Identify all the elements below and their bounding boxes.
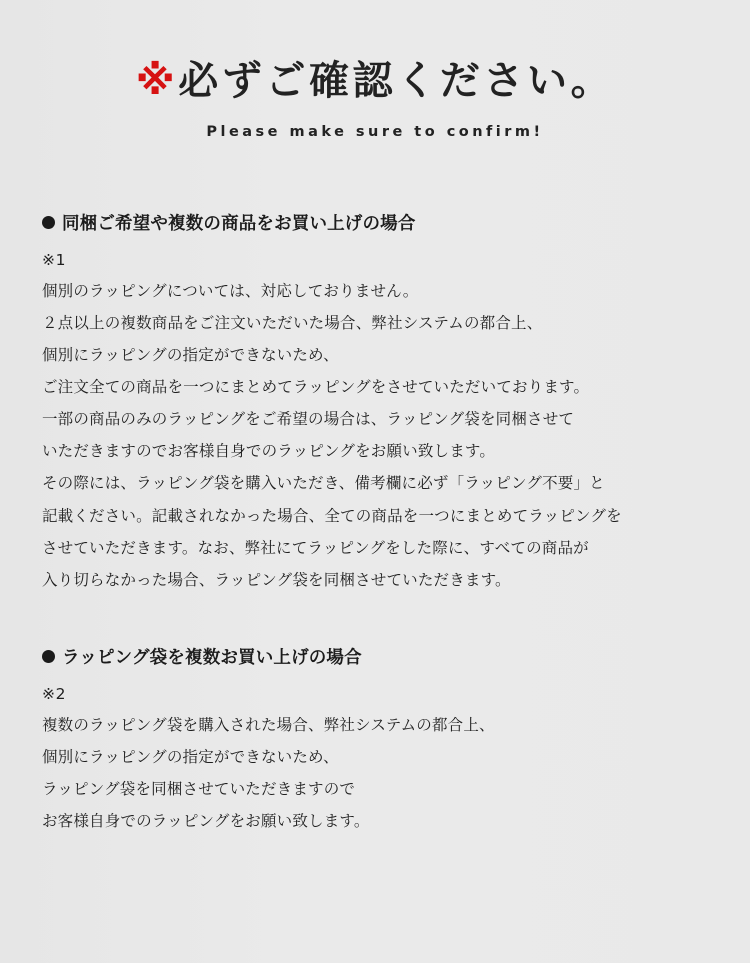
body-line: 記載ください。記載されなかった場合、全ての商品を一つにまとめてラッピングを (42, 506, 622, 525)
filled-circle-icon (42, 216, 55, 229)
page-header (24, 0, 726, 140)
page-title-text: 必ずご確認ください。 (178, 58, 615, 104)
section-bundled-orders (42, 210, 716, 596)
body-line: 入り切らなかった場合、ラッピング袋を同梱させていただきます。 (42, 570, 511, 589)
section-heading-label: ラッピング袋を複数お買い上げの場合 (62, 647, 362, 668)
body-line: 個別にラッピングの指定ができないため、 (42, 346, 339, 365)
body-line: ラッピング袋を同梱させていただきますので (42, 779, 356, 798)
page-title (24, 56, 726, 106)
body-line: させていただきます。なお、弊社にてラッピングをした際に、すべての商品が (42, 538, 589, 557)
body-line: 個別にラッピングの指定ができないため、 (42, 747, 339, 766)
page-subtitle: Please make sure to confirm! (206, 124, 544, 140)
body-line: いただきますのでお客様自身でのラッピングをお願い致します。 (42, 442, 496, 461)
section-body (42, 275, 716, 596)
filled-circle-icon (42, 650, 55, 663)
notice-content (24, 210, 726, 837)
body-line: 個別のラッピングについては、対応しておりません。 (42, 282, 419, 300)
body-line: ２点以上の複数商品をご注文いただいた場合、弊社システムの都合上、 (42, 314, 543, 333)
body-line: 一部の商品のみのラッピングをご希望の場合は、ラッピング袋を同梱させて (42, 410, 575, 429)
section-body (42, 709, 716, 837)
section-heading-label: 同梱ご希望や複数の商品をお買い上げの場合 (62, 214, 416, 234)
body-line: ご注文全ての商品を一つにまとめてラッピングをさせていただいております。 (42, 378, 590, 397)
body-line: その際には、ラッピング袋を購入いただき、備考欄に必ず「ラッピング不要」と (42, 474, 605, 493)
note-reference: ※1 (42, 251, 67, 269)
section-multiple-wrapping-bags (42, 644, 716, 837)
body-line: 複数のラッピング袋を購入された場合、弊社システムの都合上、 (42, 715, 495, 734)
asterisk-mark-icon: ※ (135, 58, 179, 104)
section-heading (42, 210, 716, 235)
body-line: お客様自身でのラッピングをお願い致します。 (42, 812, 370, 831)
section-heading (42, 644, 716, 669)
note-reference: ※2 (42, 684, 67, 703)
